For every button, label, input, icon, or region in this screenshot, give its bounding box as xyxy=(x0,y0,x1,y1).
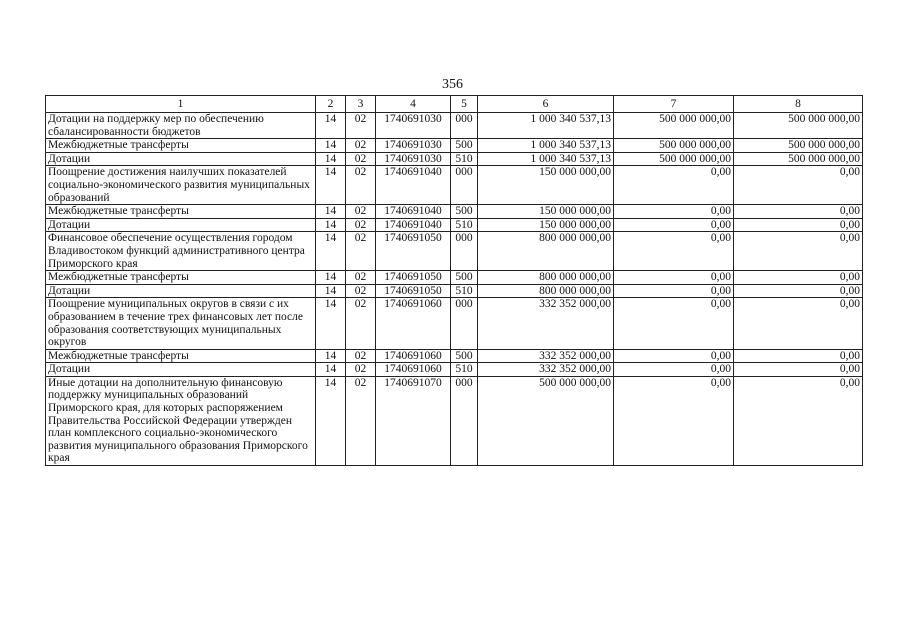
header-col-3: 3 xyxy=(346,96,376,113)
table-row xyxy=(46,218,863,232)
row-name: Дотации xyxy=(46,152,316,166)
row-amount-7: 500 000 000,00 xyxy=(614,139,734,153)
row-target-code: 1740691050 xyxy=(376,284,451,298)
row-amount-8: 500 000 000,00 xyxy=(734,152,863,166)
row-expense-type: 510 xyxy=(451,152,478,166)
row-amount-8: 0,00 xyxy=(734,166,863,205)
row-amount-7: 500 000 000,00 xyxy=(614,113,734,139)
row-amount-7: 0,00 xyxy=(614,232,734,271)
row-subsection: 02 xyxy=(346,205,376,219)
row-expense-type: 500 xyxy=(451,205,478,219)
row-amount-7: 0,00 xyxy=(614,298,734,349)
row-amount-8: 0,00 xyxy=(734,376,863,465)
row-name: Межбюджетные трансферты xyxy=(46,271,316,285)
header-col-4: 4 xyxy=(376,96,451,113)
row-amount-8: 0,00 xyxy=(734,205,863,219)
row-name: Иные дотации на дополнительную финансовую поддержку муниципальных образований Приморского края, для которых распоряжением Правительства Российской Федерации утвержден план комплексного социально-экономического развития муниципального образования Приморского края xyxy=(46,376,316,465)
row-expense-type: 500 xyxy=(451,349,478,363)
table-row xyxy=(46,284,863,298)
row-section: 14 xyxy=(316,205,346,219)
row-name: Дотации xyxy=(46,284,316,298)
row-amount-6: 332 352 000,00 xyxy=(478,298,614,349)
row-section: 14 xyxy=(316,232,346,271)
table-body xyxy=(46,113,863,466)
row-amount-8: 0,00 xyxy=(734,363,863,377)
row-section: 14 xyxy=(316,139,346,153)
row-section: 14 xyxy=(316,363,346,377)
table-row xyxy=(46,166,863,205)
row-amount-7: 0,00 xyxy=(614,376,734,465)
row-amount-7: 0,00 xyxy=(614,166,734,205)
row-amount-6: 1 000 340 537,13 xyxy=(478,113,614,139)
row-amount-8: 0,00 xyxy=(734,284,863,298)
table-row xyxy=(46,113,863,139)
row-name: Финансовое обеспечение осуществления городом Владивостоком функций административного центра Приморского края xyxy=(46,232,316,271)
row-expense-type: 000 xyxy=(451,166,478,205)
row-amount-8: 500 000 000,00 xyxy=(734,113,863,139)
row-target-code: 1740691060 xyxy=(376,349,451,363)
row-expense-type: 500 xyxy=(451,271,478,285)
row-amount-8: 0,00 xyxy=(734,218,863,232)
row-section: 14 xyxy=(316,271,346,285)
row-subsection: 02 xyxy=(346,271,376,285)
row-amount-6: 1 000 340 537,13 xyxy=(478,139,614,153)
row-target-code: 1740691030 xyxy=(376,152,451,166)
row-subsection: 02 xyxy=(346,349,376,363)
row-subsection: 02 xyxy=(346,218,376,232)
row-name: Межбюджетные трансферты xyxy=(46,349,316,363)
row-amount-8: 0,00 xyxy=(734,271,863,285)
row-name: Межбюджетные трансферты xyxy=(46,139,316,153)
row-subsection: 02 xyxy=(346,152,376,166)
table-row xyxy=(46,376,863,465)
row-amount-8: 0,00 xyxy=(734,298,863,349)
row-section: 14 xyxy=(316,349,346,363)
table-row xyxy=(46,363,863,377)
row-amount-8: 0,00 xyxy=(734,232,863,271)
row-target-code: 1740691060 xyxy=(376,298,451,349)
row-amount-8: 500 000 000,00 xyxy=(734,139,863,153)
row-section: 14 xyxy=(316,218,346,232)
row-amount-7: 0,00 xyxy=(614,349,734,363)
table-row xyxy=(46,232,863,271)
row-expense-type: 000 xyxy=(451,376,478,465)
header-col-1: 1 xyxy=(46,96,316,113)
row-amount-7: 0,00 xyxy=(614,218,734,232)
row-name: Поощрение достижения наилучших показателей социально-экономического развития муниципальных образований xyxy=(46,166,316,205)
row-amount-6: 332 352 000,00 xyxy=(478,363,614,377)
row-subsection: 02 xyxy=(346,166,376,205)
row-name: Межбюджетные трансферты xyxy=(46,205,316,219)
row-expense-type: 500 xyxy=(451,139,478,153)
row-amount-7: 500 000 000,00 xyxy=(614,152,734,166)
row-section: 14 xyxy=(316,298,346,349)
table-row xyxy=(46,298,863,349)
row-target-code: 1740691030 xyxy=(376,139,451,153)
header-col-5: 5 xyxy=(451,96,478,113)
row-amount-6: 332 352 000,00 xyxy=(478,349,614,363)
row-name: Дотации xyxy=(46,218,316,232)
row-section: 14 xyxy=(316,284,346,298)
row-section: 14 xyxy=(316,166,346,205)
row-amount-7: 0,00 xyxy=(614,363,734,377)
row-amount-6: 500 000 000,00 xyxy=(478,376,614,465)
row-section: 14 xyxy=(316,113,346,139)
row-target-code: 1740691050 xyxy=(376,271,451,285)
table-row xyxy=(46,152,863,166)
row-target-code: 1740691040 xyxy=(376,166,451,205)
row-expense-type: 000 xyxy=(451,232,478,271)
row-expense-type: 000 xyxy=(451,298,478,349)
table-row xyxy=(46,139,863,153)
row-amount-6: 150 000 000,00 xyxy=(478,218,614,232)
row-target-code: 1740691040 xyxy=(376,205,451,219)
header-row xyxy=(46,96,863,113)
header-col-8: 8 xyxy=(734,96,863,113)
row-amount-6: 1 000 340 537,13 xyxy=(478,152,614,166)
header-col-6: 6 xyxy=(478,96,614,113)
row-amount-6: 150 000 000,00 xyxy=(478,166,614,205)
row-amount-6: 150 000 000,00 xyxy=(478,205,614,219)
row-target-code: 1740691050 xyxy=(376,232,451,271)
row-expense-type: 510 xyxy=(451,284,478,298)
table-row xyxy=(46,271,863,285)
header-col-7: 7 xyxy=(614,96,734,113)
row-amount-7: 0,00 xyxy=(614,271,734,285)
row-name: Поощрение муниципальных округов в связи с их образованием в течение трех финансовых лет после образования соответствующих муниципальных округов xyxy=(46,298,316,349)
row-amount-7: 0,00 xyxy=(614,284,734,298)
row-target-code: 1740691040 xyxy=(376,218,451,232)
table-row xyxy=(46,349,863,363)
row-section: 14 xyxy=(316,376,346,465)
row-name: Дотации на поддержку мер по обеспечению сбалансированности бюджетов xyxy=(46,113,316,139)
page-number: 356 xyxy=(442,77,463,92)
row-subsection: 02 xyxy=(346,232,376,271)
row-expense-type: 000 xyxy=(451,113,478,139)
row-amount-6: 800 000 000,00 xyxy=(478,271,614,285)
header-col-2: 2 xyxy=(316,96,346,113)
budget-table xyxy=(45,95,863,466)
row-amount-8: 0,00 xyxy=(734,349,863,363)
row-amount-6: 800 000 000,00 xyxy=(478,232,614,271)
row-amount-6: 800 000 000,00 xyxy=(478,284,614,298)
row-subsection: 02 xyxy=(346,363,376,377)
row-expense-type: 510 xyxy=(451,363,478,377)
row-expense-type: 510 xyxy=(451,218,478,232)
row-subsection: 02 xyxy=(346,139,376,153)
row-subsection: 02 xyxy=(346,284,376,298)
row-subsection: 02 xyxy=(346,298,376,349)
row-amount-7: 0,00 xyxy=(614,205,734,219)
row-target-code: 1740691070 xyxy=(376,376,451,465)
table-row xyxy=(46,205,863,219)
row-name: Дотации xyxy=(46,363,316,377)
row-target-code: 1740691060 xyxy=(376,363,451,377)
row-section: 14 xyxy=(316,152,346,166)
row-subsection: 02 xyxy=(346,113,376,139)
row-subsection: 02 xyxy=(346,376,376,465)
row-target-code: 1740691030 xyxy=(376,113,451,139)
